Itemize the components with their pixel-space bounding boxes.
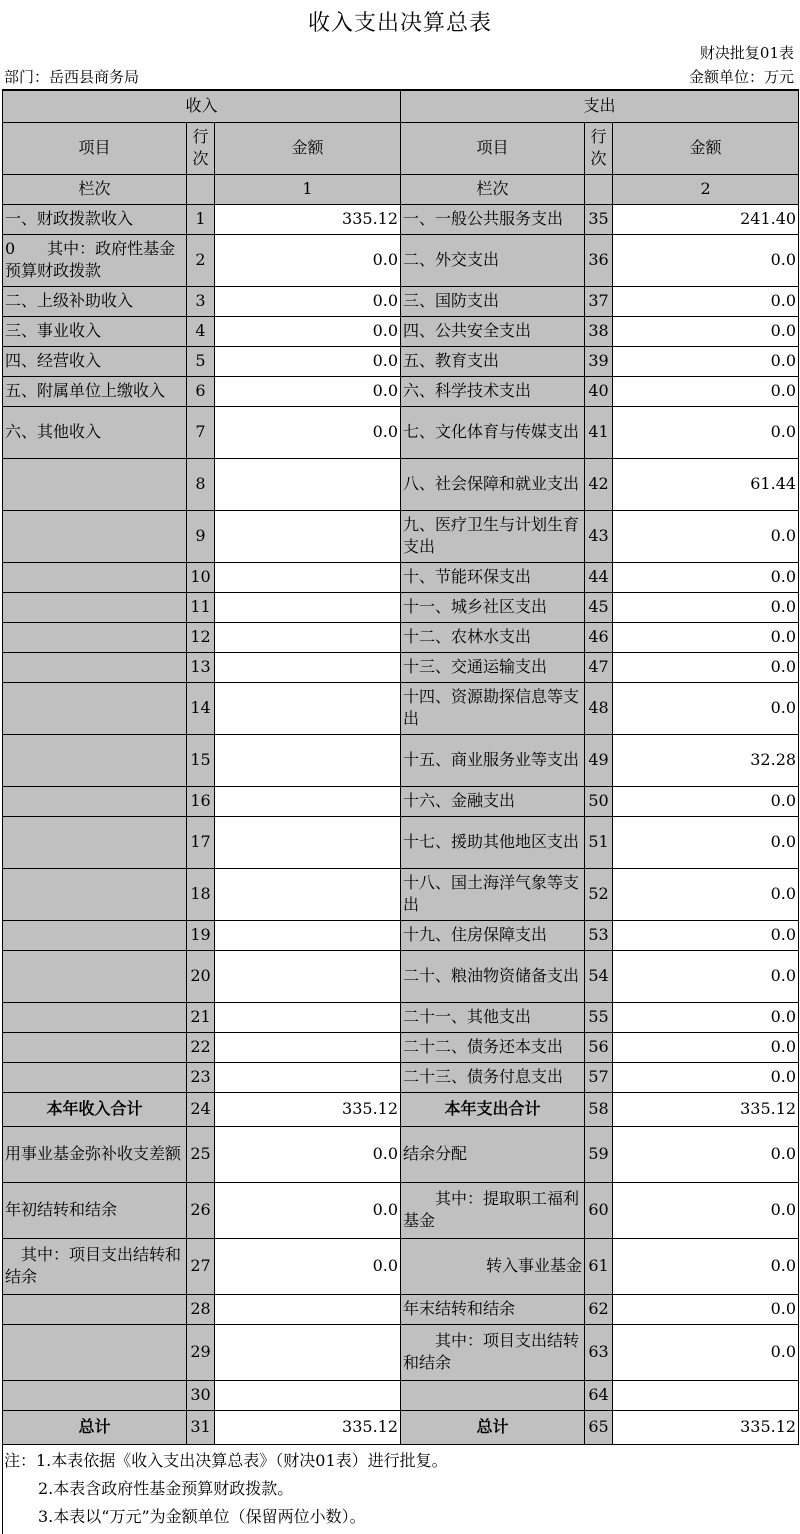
expense-item: 八、社会保障和就业支出 (401, 458, 585, 510)
expense-amount: 0.0 (613, 1294, 799, 1324)
income-amount (215, 920, 401, 950)
income-item (3, 1324, 187, 1380)
income-amount (215, 510, 401, 562)
expense-line: 47 (585, 652, 613, 682)
expense-amount: 0.0 (613, 868, 799, 920)
income-item (3, 592, 187, 622)
note-3: 3.本表以“万元”为金额单位（保留两位小数）。 (38, 1507, 366, 1526)
expense-amount: 0.0 (613, 510, 799, 562)
expense-amount: 0.0 (613, 622, 799, 652)
income-line: 2 (187, 234, 215, 286)
page-title: 收入支出决算总表 (307, 11, 492, 36)
income-item (3, 1002, 187, 1032)
table-row (3, 1410, 799, 1444)
table-row (3, 562, 799, 592)
income-amount (215, 562, 401, 592)
table-row (3, 1238, 799, 1294)
expense-item: 六、科学技术支出 (401, 376, 585, 406)
income-amount: 0.0 (215, 1126, 401, 1182)
expense-amount: 0.0 (613, 652, 799, 682)
table-row (3, 204, 799, 234)
income-amount: 0.0 (215, 346, 401, 376)
expense-line: 49 (585, 734, 613, 786)
expense-item: 本年支出合计 (401, 1092, 585, 1126)
expense-item: 一、一般公共服务支出 (401, 204, 585, 234)
expense-amount-header: 金额 (613, 122, 799, 174)
income-amount: 335.12 (215, 204, 401, 234)
expense-item: 十一、城乡社区支出 (401, 592, 585, 622)
income-amount: 0.0 (215, 1238, 401, 1294)
income-item (3, 734, 187, 786)
income-amount: 0.0 (215, 406, 401, 458)
expense-line: 41 (585, 406, 613, 458)
income-line: 26 (187, 1182, 215, 1238)
expense-amount: 0.0 (613, 1182, 799, 1238)
expense-amount: 335.12 (613, 1092, 799, 1126)
table-row (3, 1092, 799, 1126)
table-row (3, 682, 799, 734)
expense-line: 50 (585, 786, 613, 816)
income-line: 21 (187, 1002, 215, 1032)
income-line: 18 (187, 868, 215, 920)
income-line: 16 (187, 786, 215, 816)
expense-col-number: 2 (613, 174, 799, 204)
income-amount (215, 1002, 401, 1032)
income-amount (215, 682, 401, 734)
expense-item: 十、节能环保支出 (401, 562, 585, 592)
expense-item: 五、教育支出 (401, 346, 585, 376)
income-item (3, 652, 187, 682)
expense-item: 年末结转和结余 (401, 1294, 585, 1324)
income-amount: 0.0 (215, 234, 401, 286)
income-item (3, 1294, 187, 1324)
income-amount: 0.0 (215, 316, 401, 346)
expense-line: 64 (585, 1380, 613, 1410)
expense-item: 总计 (401, 1410, 585, 1444)
expense-line: 51 (585, 816, 613, 868)
income-line: 22 (187, 1032, 215, 1062)
income-amount (215, 786, 401, 816)
income-item (3, 458, 187, 510)
expense-amount: 0.0 (613, 376, 799, 406)
income-item (3, 682, 187, 734)
income-item: 五、附属单位上缴收入 (3, 376, 187, 406)
income-line: 14 (187, 682, 215, 734)
income-amount (215, 1324, 401, 1380)
expense-amount: 0.0 (613, 286, 799, 316)
income-line: 25 (187, 1126, 215, 1182)
income-item: 三、事业收入 (3, 316, 187, 346)
notes-border (2, 1440, 3, 1534)
table-row (3, 234, 799, 286)
table-row (3, 510, 799, 562)
income-line: 29 (187, 1324, 215, 1380)
income-item (3, 950, 187, 1002)
income-amount (215, 816, 401, 868)
income-amount (215, 592, 401, 622)
income-item: 年初结转和结余 (3, 1182, 187, 1238)
table-row (3, 950, 799, 1002)
expense-item: 二十三、债务付息支出 (401, 1062, 585, 1092)
table-row (3, 458, 799, 510)
income-amount (215, 1294, 401, 1324)
income-item (3, 510, 187, 562)
table-row (3, 592, 799, 622)
note-1: 注：1.本表依据《收入支出决算总表》（财决01表）进行批复。 (4, 1451, 448, 1470)
table-row (3, 1002, 799, 1032)
income-line: 1 (187, 204, 215, 234)
expense-col-label: 栏次 (401, 174, 585, 204)
income-amount: 335.12 (215, 1092, 401, 1126)
expense-amount: 0.0 (613, 316, 799, 346)
income-amount (215, 622, 401, 652)
income-line: 17 (187, 816, 215, 868)
notes (4, 1447, 448, 1531)
income-line: 11 (187, 592, 215, 622)
income-item: 四、经营收入 (3, 346, 187, 376)
expense-amount: 0.0 (613, 920, 799, 950)
income-line: 27 (187, 1238, 215, 1294)
expense-amount: 241.40 (613, 204, 799, 234)
expense-line: 54 (585, 950, 613, 1002)
income-line: 7 (187, 406, 215, 458)
income-line: 6 (187, 376, 215, 406)
table-row (3, 816, 799, 868)
table-row (3, 734, 799, 786)
table-row (3, 1294, 799, 1324)
income-line: 28 (187, 1294, 215, 1324)
table-row (3, 652, 799, 682)
expense-header: 支出 (401, 90, 799, 122)
income-line: 4 (187, 316, 215, 346)
income-item (3, 816, 187, 868)
expense-item: 十九、住房保障支出 (401, 920, 585, 950)
income-amount (215, 1032, 401, 1062)
expense-amount: 0.0 (613, 786, 799, 816)
department-label: 部门：岳西县商务局 (4, 68, 140, 86)
income-amount (215, 1380, 401, 1410)
income-amount (215, 458, 401, 510)
expense-line: 37 (585, 286, 613, 316)
income-line: 19 (187, 920, 215, 950)
expense-line: 45 (585, 592, 613, 622)
income-header: 收入 (3, 90, 401, 122)
expense-item: 七、文化体育与传媒支出 (401, 406, 585, 458)
income-line: 8 (187, 458, 215, 510)
income-col-number: 1 (215, 174, 401, 204)
expense-item: 二十二、债务还本支出 (401, 1032, 585, 1062)
expense-line: 38 (585, 316, 613, 346)
income-item (3, 786, 187, 816)
expense-line: 48 (585, 682, 613, 734)
expense-amount: 32.28 (613, 734, 799, 786)
income-amount: 0.0 (215, 286, 401, 316)
income-amount (215, 1062, 401, 1092)
expense-item: 四、公共安全支出 (401, 316, 585, 346)
expense-line: 43 (585, 510, 613, 562)
expense-item: 转入事业基金 (401, 1238, 585, 1294)
expense-item: 十八、国土海洋气象等支出 (401, 868, 585, 920)
income-amount (215, 868, 401, 920)
income-item: 本年收入合计 (3, 1092, 187, 1126)
expense-item: 九、医疗卫生与计划生育支出 (401, 510, 585, 562)
table-row (3, 1380, 799, 1410)
expense-item: 结余分配 (401, 1126, 585, 1182)
income-line: 12 (187, 622, 215, 652)
expense-item: 二、外交支出 (401, 234, 585, 286)
expense-amount: 0.0 (613, 406, 799, 458)
note-2: 2.本表含政府性基金预算财政拨款。 (38, 1479, 294, 1498)
expense-amount: 0.0 (613, 1032, 799, 1062)
expense-item (401, 1380, 585, 1410)
income-amount (215, 652, 401, 682)
table-row (3, 1032, 799, 1062)
expense-amount: 0.0 (613, 1126, 799, 1182)
unit-label: 金额单位：万元 (688, 68, 794, 86)
expense-line: 53 (585, 920, 613, 950)
summary-table (2, 89, 799, 1445)
table-row (3, 286, 799, 316)
expense-item: 十四、资源勘探信息等支出 (401, 682, 585, 734)
table-row (3, 1324, 799, 1380)
expense-line: 62 (585, 1294, 613, 1324)
table-row (3, 406, 799, 458)
expense-item: 二十、粮油物资储备支出 (401, 950, 585, 1002)
expense-amount: 0.0 (613, 950, 799, 1002)
form-code: 财决批复01表 (699, 44, 794, 62)
expense-line: 52 (585, 868, 613, 920)
table-row (3, 786, 799, 816)
table-row (3, 868, 799, 920)
income-col-label: 栏次 (3, 174, 187, 204)
expense-col-line (585, 174, 613, 204)
expense-item: 十七、援助其他地区支出 (401, 816, 585, 868)
expense-line: 42 (585, 458, 613, 510)
income-col-line (187, 174, 215, 204)
income-item: 总计 (3, 1410, 187, 1444)
expense-line: 35 (585, 204, 613, 234)
income-item: 二、上级补助收入 (3, 286, 187, 316)
expense-line: 44 (585, 562, 613, 592)
income-line: 9 (187, 510, 215, 562)
expense-amount: 0.0 (613, 682, 799, 734)
income-item: 一、财政拨款收入 (3, 204, 187, 234)
table-row (3, 622, 799, 652)
income-line: 23 (187, 1062, 215, 1092)
expense-amount (613, 1380, 799, 1410)
expense-line: 59 (585, 1126, 613, 1182)
expense-amount: 0.0 (613, 1002, 799, 1032)
expense-amount: 0.0 (613, 562, 799, 592)
income-line: 20 (187, 950, 215, 1002)
expense-amount: 0.0 (613, 346, 799, 376)
income-item: 六、其他收入 (3, 406, 187, 458)
income-amount: 335.12 (215, 1410, 401, 1444)
expense-line: 63 (585, 1324, 613, 1380)
expense-item: 十二、农林水支出 (401, 622, 585, 652)
expense-amount: 0.0 (613, 1324, 799, 1380)
expense-item-header: 项目 (401, 122, 585, 174)
expense-line: 40 (585, 376, 613, 406)
income-line-header: 行次 (187, 122, 215, 174)
income-item (3, 1032, 187, 1062)
expense-line: 36 (585, 234, 613, 286)
expense-amount: 335.12 (613, 1410, 799, 1444)
table-row (3, 1126, 799, 1182)
income-item: 用事业基金弥补收支差额 (3, 1126, 187, 1182)
expense-item: 十三、交通运输支出 (401, 652, 585, 682)
expense-item: 三、国防支出 (401, 286, 585, 316)
expense-line: 46 (585, 622, 613, 652)
expense-item: 十五、商业服务业等支出 (401, 734, 585, 786)
expense-line: 60 (585, 1182, 613, 1238)
expense-item: 二十一、其他支出 (401, 1002, 585, 1032)
income-amount (215, 950, 401, 1002)
expense-line: 56 (585, 1032, 613, 1062)
expense-amount: 0.0 (613, 1062, 799, 1092)
table-row (3, 920, 799, 950)
income-item (3, 920, 187, 950)
income-line: 31 (187, 1410, 215, 1444)
income-amount: 0.0 (215, 376, 401, 406)
income-line: 5 (187, 346, 215, 376)
income-line: 13 (187, 652, 215, 682)
income-item (3, 1062, 187, 1092)
income-item-header: 项目 (3, 122, 187, 174)
income-item: 0 其中：政府性基金预算财政拨款 (3, 234, 187, 286)
income-line: 10 (187, 562, 215, 592)
table-row (3, 346, 799, 376)
expense-amount: 0.0 (613, 234, 799, 286)
expense-item: 其中：项目支出结转和结余 (401, 1324, 585, 1380)
income-item (3, 1380, 187, 1410)
income-line: 30 (187, 1380, 215, 1410)
expense-line-header: 行次 (585, 122, 613, 174)
table-row (3, 1062, 799, 1092)
income-amount (215, 734, 401, 786)
expense-line: 61 (585, 1238, 613, 1294)
income-amount: 0.0 (215, 1182, 401, 1238)
expense-amount: 0.0 (613, 1238, 799, 1294)
table-row (3, 1182, 799, 1238)
income-item (3, 868, 187, 920)
income-item: 其中：项目支出结转和结余 (3, 1238, 187, 1294)
income-line: 24 (187, 1092, 215, 1126)
expense-item: 其中：提取职工福利基金 (401, 1182, 585, 1238)
expense-line: 58 (585, 1092, 613, 1126)
income-item (3, 622, 187, 652)
expense-amount: 0.0 (613, 816, 799, 868)
income-line: 15 (187, 734, 215, 786)
expense-item: 十六、金融支出 (401, 786, 585, 816)
income-amount-header: 金额 (215, 122, 401, 174)
expense-line: 65 (585, 1410, 613, 1444)
income-line: 3 (187, 286, 215, 316)
income-item (3, 562, 187, 592)
expense-line: 39 (585, 346, 613, 376)
expense-amount: 61.44 (613, 458, 799, 510)
table-row (3, 316, 799, 346)
expense-amount: 0.0 (613, 592, 799, 622)
expense-line: 55 (585, 1002, 613, 1032)
expense-line: 57 (585, 1062, 613, 1092)
table-row (3, 376, 799, 406)
